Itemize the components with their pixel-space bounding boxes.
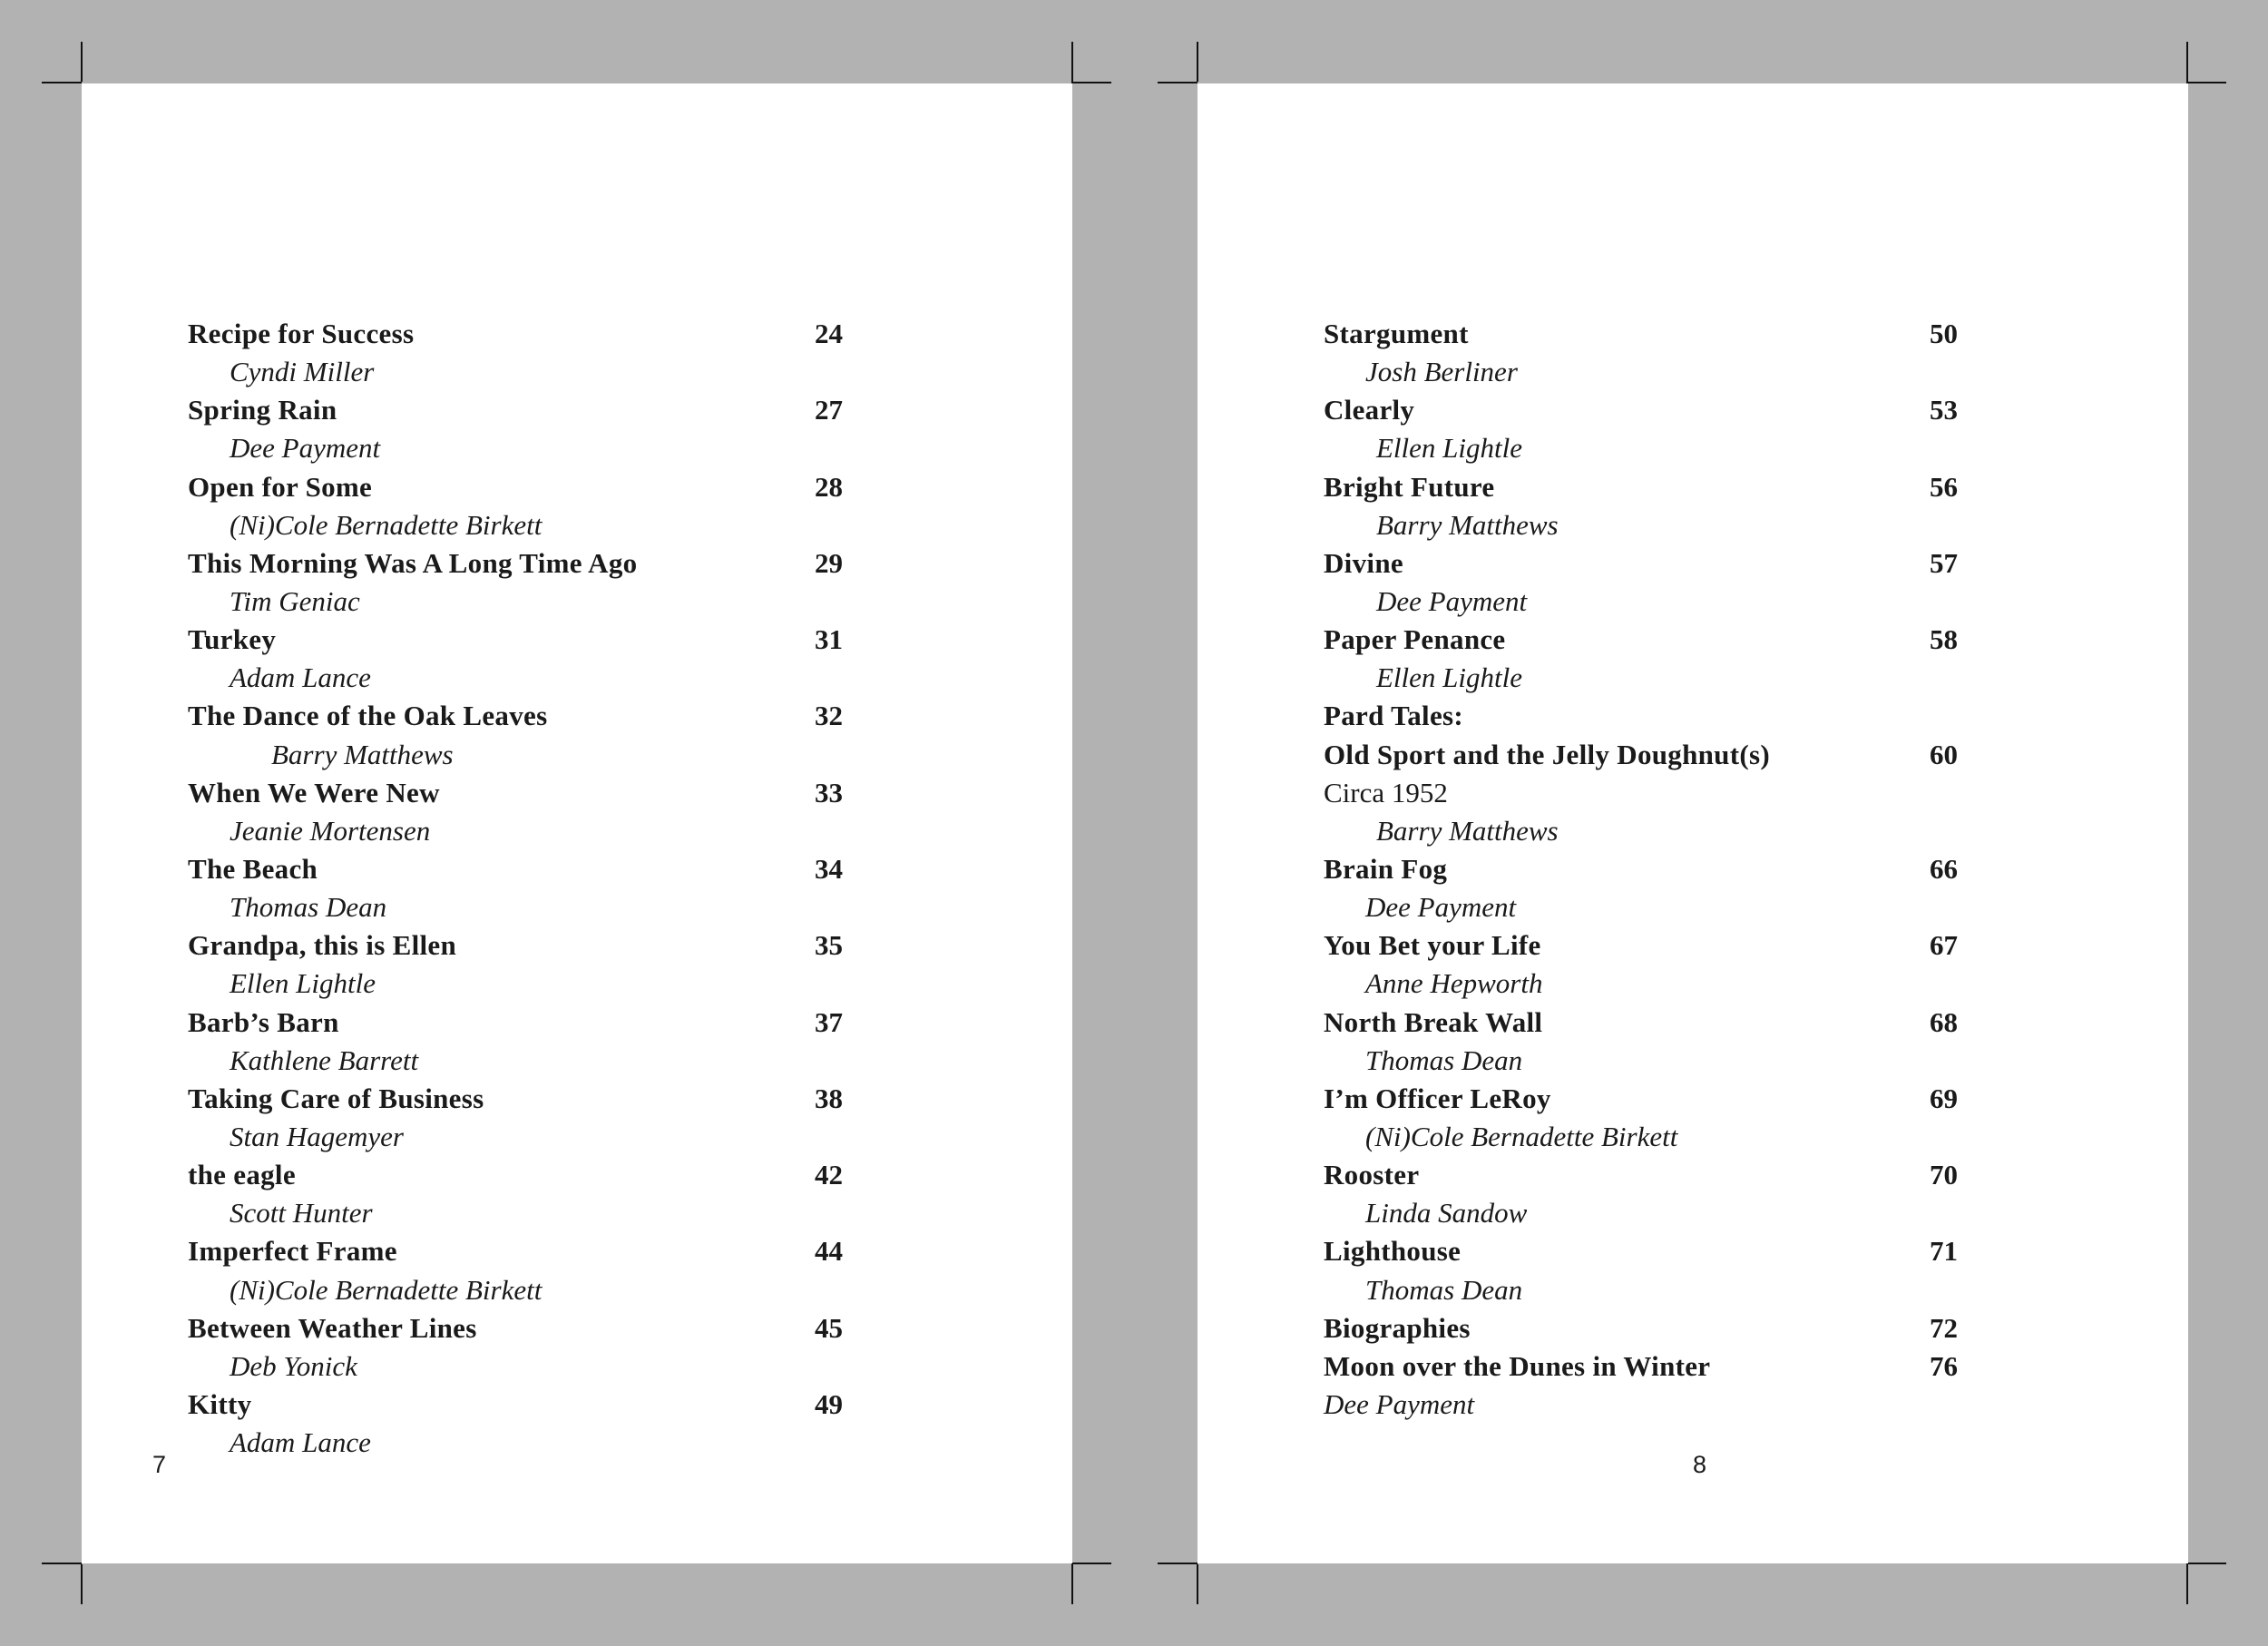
left-page: [82, 83, 1072, 1563]
entry-author: Ellen Lightle: [1376, 661, 1523, 694]
toc-entry-line: [1324, 736, 2040, 774]
entry-page-number: 29: [815, 546, 843, 579]
toc-entry-line: [1324, 315, 2040, 353]
toc-entry: [1324, 1156, 2040, 1232]
entry-page-number: 49: [815, 1387, 843, 1420]
crop-mark-line: [2186, 1564, 2188, 1604]
entry-author: Kathlene Barrett: [230, 1043, 419, 1076]
toc-entry-line: [1324, 544, 2040, 583]
right-page: [1198, 83, 2188, 1563]
toc-entry-line: [188, 850, 904, 888]
toc-entry: [1324, 1232, 2040, 1308]
toc-entry: [188, 391, 904, 467]
toc-entry: [1324, 697, 2040, 735]
entry-title: Spring Rain: [188, 394, 337, 426]
entry-page-number: 28: [815, 470, 843, 503]
entry-page-number: 38: [815, 1082, 843, 1114]
entry-title: Rooster: [1324, 1159, 1420, 1191]
crop-mark-line: [2186, 42, 2188, 82]
entry-page-number: 53: [1930, 394, 1958, 426]
entry-author: Dee Payment: [1324, 1387, 1475, 1420]
entry-title: Grandpa, this is Ellen: [188, 929, 457, 962]
toc-entry-line: [188, 621, 904, 659]
entry-author: Josh Berliner: [1365, 356, 1518, 388]
toc-entry-line: [188, 391, 904, 429]
toc-entry: [1324, 315, 2040, 391]
entry-page-number: 32: [815, 700, 843, 732]
entry-title: Recipe for Success: [188, 318, 415, 349]
entry-author: Tim Geniac: [230, 584, 360, 617]
entry-author: Adam Lance: [230, 661, 371, 694]
entry-page-number: 35: [815, 929, 843, 962]
toc-entry: [1324, 544, 2040, 621]
entry-title: Between Weather Lines: [188, 1311, 477, 1344]
toc-entry-line: [1324, 1309, 2040, 1347]
crop-mark-line: [42, 82, 82, 83]
entry-author: Anne Hepworth: [1365, 967, 1543, 1000]
entry-title: Imperfect Frame: [188, 1235, 397, 1268]
entry-author: Ellen Lightle: [1376, 432, 1523, 465]
entry-page-number: 33: [815, 776, 843, 808]
page-number: 7: [152, 1451, 167, 1478]
entry-page-number: 58: [1930, 623, 1958, 656]
entry-title: Paper Penance: [1324, 623, 1506, 656]
entry-author: (Ni)Cole Bernadette Birkett: [230, 508, 543, 541]
entry-page-number: 76: [1930, 1349, 1958, 1382]
toc-entry: [188, 1004, 904, 1080]
crop-mark-line: [1071, 1563, 1111, 1564]
entry-title: Brain Fog: [1324, 852, 1448, 885]
toc-entry-line: [188, 1156, 904, 1194]
toc-entry-line: [188, 468, 904, 506]
crop-mark-line: [81, 42, 83, 82]
crop-mark-line: [1158, 1563, 1198, 1564]
toc-entry-line: [1324, 926, 2040, 965]
toc-entry: [188, 1080, 904, 1156]
entry-page-number: 27: [815, 394, 843, 426]
toc-entry-line: [188, 1080, 904, 1118]
entry-title: Turkey: [188, 623, 277, 656]
entry-page-number: 69: [1930, 1082, 1958, 1114]
entry-page-number: 44: [815, 1235, 843, 1268]
toc-entry: [1324, 850, 2040, 926]
entry-page-number: 67: [1930, 929, 1958, 962]
toc-entry: [188, 621, 904, 697]
entry-author: Jeanie Mortensen: [230, 814, 431, 847]
entry-page-number: 45: [815, 1311, 843, 1344]
entry-page-number: 60: [1930, 738, 1958, 770]
entry-page-number: 72: [1930, 1311, 1958, 1344]
toc-entry: [1324, 736, 2040, 850]
entry-author: (Ni)Cole Bernadette Birkett: [1365, 1120, 1678, 1152]
entry-title: Lighthouse: [1324, 1235, 1461, 1268]
entry-title: Bright Future: [1324, 470, 1495, 503]
crop-mark-line: [1071, 42, 1073, 82]
entry-author: Linda Sandow: [1365, 1197, 1528, 1230]
entry-title: Stargument: [1324, 318, 1469, 349]
toc-entry: [1324, 621, 2040, 697]
entry-author: Stan Hagemyer: [230, 1120, 404, 1152]
toc-entry-line: [188, 1386, 904, 1424]
entry-page-number: 66: [1930, 852, 1958, 885]
entry-title: When We Were New: [188, 776, 440, 808]
entry-title: You Bet your Life: [1324, 929, 1541, 962]
toc-entry: [188, 850, 904, 926]
entry-author: Thomas Dean: [230, 891, 387, 924]
entry-title: The Beach: [188, 852, 318, 885]
entry-page-number: 37: [815, 1005, 843, 1038]
crop-mark-line: [42, 1563, 82, 1564]
toc-entry: [1324, 1309, 2040, 1347]
entry-title: I’m Officer LeRoy: [1324, 1082, 1551, 1114]
entry-author: Deb Yonick: [230, 1349, 357, 1382]
entry-title: This Morning Was A Long Time Ago: [188, 546, 638, 579]
entry-author: Barry Matthews: [271, 738, 454, 770]
entry-page-number: 71: [1930, 1235, 1958, 1268]
entry-page-number: 70: [1930, 1159, 1958, 1191]
toc-entry: [188, 1309, 904, 1386]
table-of-contents-right: [1324, 315, 2268, 1424]
toc-entry-line: [188, 926, 904, 965]
entry-author: Scott Hunter: [230, 1197, 373, 1230]
toc-entry-line: [1324, 621, 2040, 659]
toc-entry-line: [1324, 1232, 2040, 1270]
crop-mark-line: [1197, 42, 1198, 82]
entry-author: Thomas Dean: [1365, 1043, 1523, 1076]
table-of-contents-left: [188, 315, 1178, 1462]
entry-title: The Dance of the Oak Leaves: [188, 700, 548, 732]
toc-entry-line: [188, 1004, 904, 1042]
toc-entry: [188, 926, 904, 1003]
crop-mark-line: [1197, 1564, 1198, 1604]
entry-author: Dee Payment: [1365, 891, 1517, 924]
toc-entry-line: [1324, 697, 2040, 735]
entry-page-number: 31: [815, 623, 843, 656]
entry-author: Barry Matthews: [1376, 508, 1559, 541]
toc-entry-line: [188, 1309, 904, 1347]
toc-entry: [1324, 1347, 2040, 1424]
toc-entry: [188, 1232, 904, 1308]
crop-mark-line: [1071, 82, 1111, 83]
entry-page-number: 34: [815, 852, 843, 885]
entry-title: Open for Some: [188, 470, 373, 503]
toc-entry: [188, 1156, 904, 1232]
toc-entry: [1324, 926, 2040, 1003]
entry-author: Dee Payment: [1376, 584, 1528, 617]
entry-author: Cyndi Miller: [230, 356, 375, 388]
entry-author: Dee Payment: [230, 432, 381, 465]
toc-entry-line: [1324, 1156, 2040, 1194]
toc-entry: [188, 315, 904, 391]
toc-entry-line: [188, 1232, 904, 1270]
toc-entry: [1324, 1004, 2040, 1080]
toc-entry-line: [1324, 850, 2040, 888]
entry-page-number: 50: [1930, 318, 1958, 349]
entry-title: Divine: [1324, 546, 1403, 579]
entry-author: Barry Matthews: [1376, 814, 1559, 847]
entry-title: Clearly: [1324, 394, 1415, 426]
entry-title: Taking Care of Business: [188, 1082, 484, 1114]
crop-mark-line: [2186, 1563, 2226, 1564]
toc-entry: [188, 544, 904, 621]
toc-entry: [1324, 468, 2040, 544]
toc-entry-line: [1324, 468, 2040, 506]
toc-entry-line: [1324, 1347, 2040, 1386]
crop-mark-line: [1158, 82, 1198, 83]
entry-subtitle: Circa 1952: [1324, 776, 1448, 808]
crop-mark-line: [1071, 1564, 1073, 1604]
toc-entry-line: [188, 315, 904, 353]
entry-page-number: 57: [1930, 546, 1958, 579]
toc-entry-line: [188, 544, 904, 583]
toc-entry-line: [1324, 391, 2040, 429]
crop-mark-line: [81, 1564, 83, 1604]
entry-page-number: 42: [815, 1159, 843, 1191]
crop-mark-line: [2186, 82, 2226, 83]
entry-author: (Ni)Cole Bernadette Birkett: [230, 1273, 543, 1306]
entry-author: Adam Lance: [230, 1426, 371, 1459]
toc-entry: [188, 774, 904, 850]
entry-title: Pard Tales:: [1324, 700, 1464, 732]
toc-entry: [188, 697, 904, 773]
entry-title: Moon over the Dunes in Winter: [1324, 1349, 1711, 1382]
entry-page-number: 56: [1930, 470, 1958, 503]
entry-page-number: 68: [1930, 1005, 1958, 1038]
page-number: 8: [1693, 1451, 1707, 1478]
entry-author: Ellen Lightle: [230, 967, 376, 1000]
entry-title: Kitty: [188, 1387, 252, 1420]
toc-entry: [188, 468, 904, 544]
toc-entry-line: [1324, 1004, 2040, 1042]
toc-entry: [1324, 391, 2040, 467]
entry-title: North Break Wall: [1324, 1005, 1543, 1038]
toc-entry-line: [188, 774, 904, 812]
toc-entry-line: [1324, 1080, 2040, 1118]
entry-title: Barb’s Barn: [188, 1005, 339, 1038]
entry-title: Old Sport and the Jelly Doughnut(s): [1324, 738, 1770, 770]
toc-entry: [1324, 1080, 2040, 1156]
entry-title: the eagle: [188, 1159, 296, 1191]
toc-entry-line: [188, 697, 904, 735]
entry-author: Thomas Dean: [1365, 1273, 1523, 1306]
entry-title: Biographies: [1324, 1311, 1471, 1344]
entry-page-number: 24: [815, 318, 843, 349]
